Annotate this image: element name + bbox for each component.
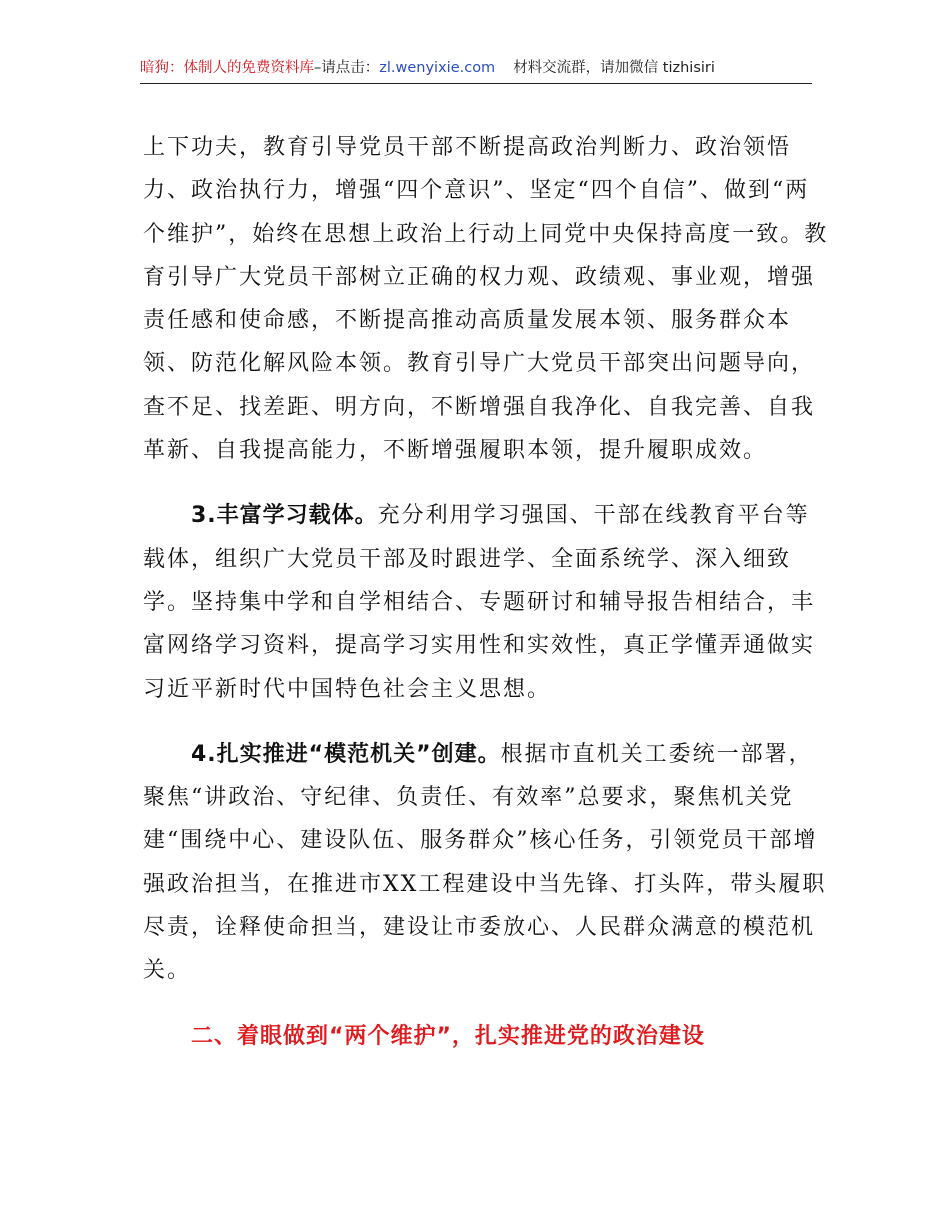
header-prompt: –请点击： [314, 60, 380, 76]
item-4-text: 根据市直机关工委统一部署，聚焦“讲政治、守纪律、负责任、有效率”总要求，聚焦机关党建“围绕中心、建设队伍、服务群众”核心任务，引领党员干部增强政治担当，在推进市XX工程建设中当先锋、打头阵，带头履职尽责，诠释使命担当，建设让市委放心、人民群众满意的模范机关。 [143, 741, 827, 984]
document-body [143, 126, 833, 1058]
header-link[interactable]: zl.wenyixie.com [379, 60, 496, 76]
item-3-text: 充分利用学习强国、干部在线教育平台等载体，组织广大党员干部及时跟进学、全面系统学、深入细致学。坚持集中学和自学相结合、专题研讨和辅导报告相结合，丰富网络学习资料，提高学习实用性和实效性，真正学懂弄通做实习近平新时代中国特色社会主义思想。 [143, 503, 816, 702]
item-3-title: 3.丰富学习载体。 [191, 503, 378, 529]
page-header [140, 57, 812, 84]
item-4-title: 4.扎实推进“模范机关”创建。 [191, 741, 501, 767]
paragraph-continuation: 上下功夫，教育引导党员干部不断提高政治判断力、政治领悟力、政治执行力，增强“四个意识”、坚定“四个自信”、做到“两个维护”，始终在思想上政治上行动上同党中央保持高度一致。教育引导广大党员干部树立正确的权力观、政绩观、事业观，增强责任感和使命感，不断提高推动高质量发展本领、服务群众本领、防范化解风险本领。教育引导广大党员干部突出问题导向，查不足、找差距、明方向，不断增强自我净化、自我完善、自我革新、自我提高能力，不断增强履职本领，提升履职成效。 [143, 135, 829, 464]
header-brand: 暗狗：体制人的免费资料库 [140, 60, 314, 76]
section-heading: 二、着眼做到“两个维护”，扎实推进党的政治建设 [191, 1023, 705, 1049]
paragraph-item-3 [143, 494, 833, 710]
header-contact: 材料交流群，请加微信 tizhisiri [513, 60, 715, 76]
paragraph-item-4 [143, 733, 833, 993]
